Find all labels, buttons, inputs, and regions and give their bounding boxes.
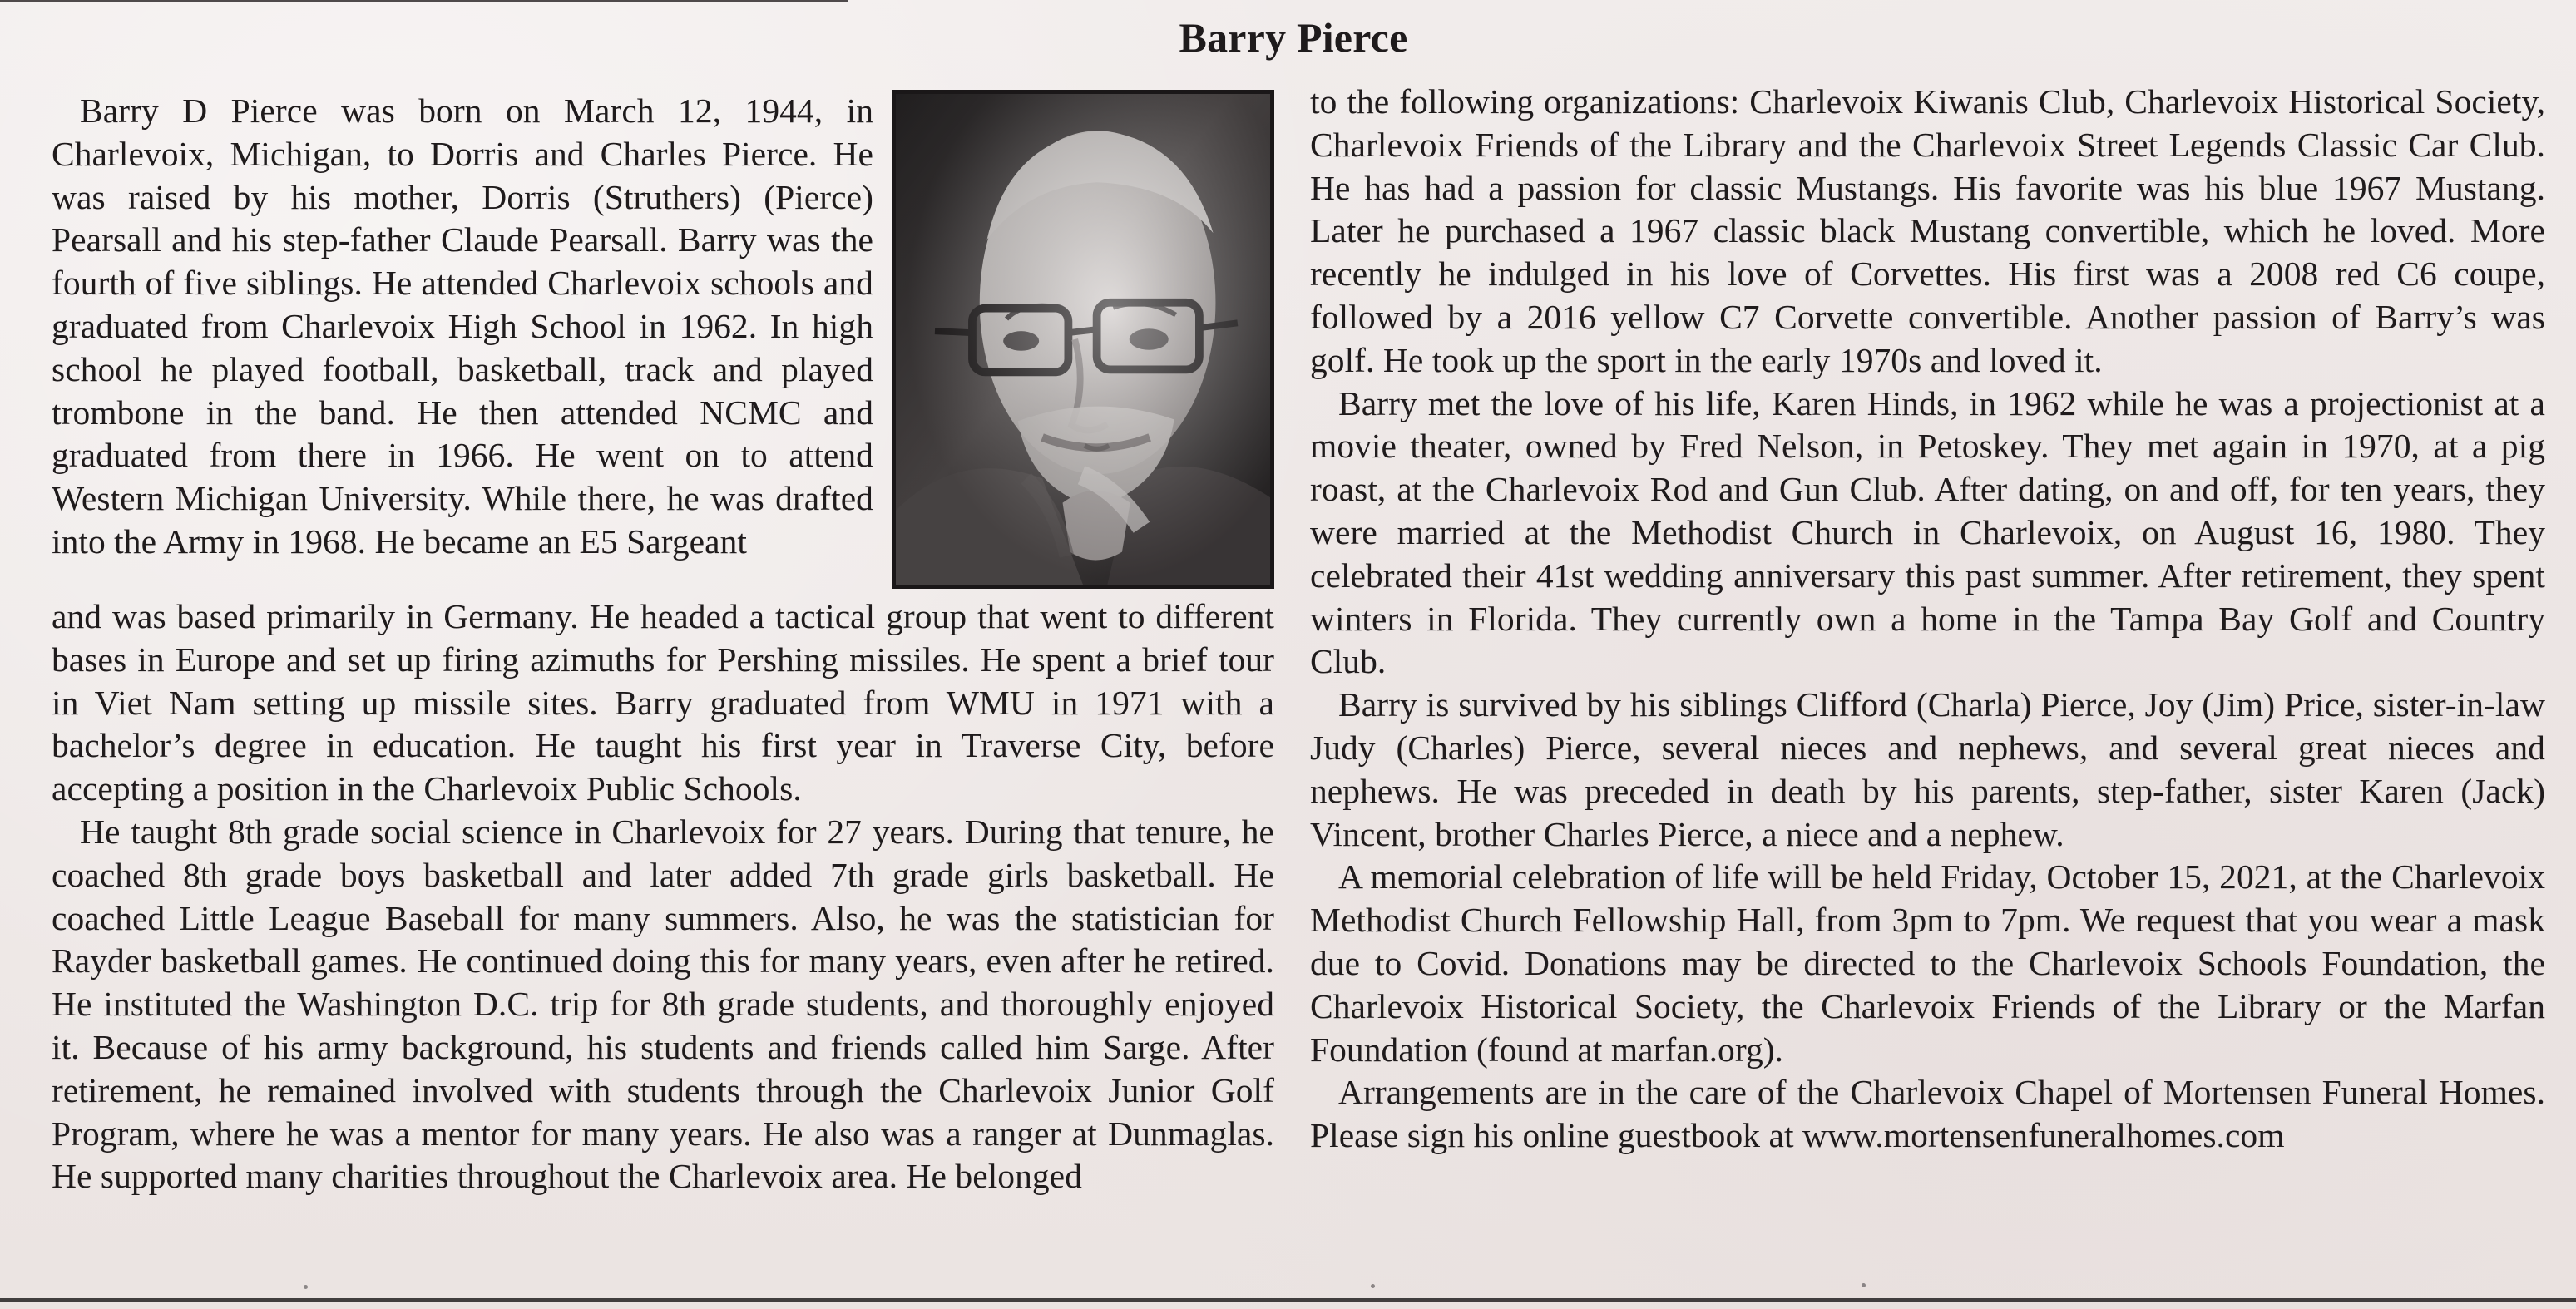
portrait-image (896, 94, 1270, 585)
top-rule (0, 0, 848, 2)
print-speck (304, 1285, 308, 1289)
right-text-column (1310, 81, 2545, 1158)
left-wrapped-paragraph-1: Barry D Pierce was born on March 12, 1944, in Charlevoix, Michigan, to Dorris and Charles Pierce. He was raised by his mother, Dorris (Struthers) (Pierce) Pearsall and his step-father Claude Pearsall. Barry was the fourth of five siblings. He attended Charlevoix schools and graduated from Charlevoix High School in 1962. In high school he played football, basketball, track and played trombone in the band. He then attended NCMC and graduated from there in 1966. He went on to attend Western Michigan University. While there, he was drafted into the Army in 1968. He became an E5 Sargeant (52, 91, 873, 561)
right-paragraph-2: Barry met the love of his life, Karen Hinds, in 1962 while he was a projectionist at a movie theater, owned by Fred Nelson, in Petoskey. They met again in 1970, at a pig roast, at the Charlevoix Rod and Gun Club. After dating, on and off, for ten years, they were married at the Methodist Church in Charlevoix, on August 16, 1980. They celebrated their 41st wedding anniversary this past summer. After retirement, they spent winters in Florida. They currently own a home in the Tampa Bay Golf and Country Club. (1310, 383, 2545, 681)
right-paragraph-5: Arrangements are in the care of the Charlevoix Chapel of Mortensen Funeral Homes. Please sign his online guestbook at www.mortensenfuneralhomes.com (1310, 1073, 2545, 1155)
left-lower-text-block (52, 595, 1274, 1198)
right-paragraph-4: A memorial celebration of life will be held Friday, October 15, 2021, at the Charlevoix Methodist Church Fellowship Hall, from 3pm to 7pm. We request that you wear a mask due to Covid. Donations may be directed to the Charlevoix Schools Foundation, the Charlevoix Historical Society, the Charlevoix Friends of the Library or the Marfan Foundation (found at marfan.org). (1310, 857, 2545, 1069)
portrait-photo (892, 90, 1274, 589)
right-paragraph-1: to the following organizations: Charlevoix Kiwanis Club, Charlevoix Historical Society, Charlevoix Friends of the Library and the Charlevoix Street Legends Classic Car Club. He has had a passion for classic Mustangs. His favorite was his blue 1967 Mustang. Later he purchased a 1967 classic black Mustang convertible, which he loved. More recently he indulged in his love of Corvettes. His first was a 2008 red C6 coupe, followed by a 2016 yellow C7 Corvette convertible. Another passion of Barry’s was golf. He took up the sport in the early 1970s and loved it. (1310, 82, 2545, 379)
bottom-rule (0, 1298, 2576, 1302)
left-wrapped-text-block (52, 90, 873, 564)
print-speck (1371, 1284, 1375, 1288)
right-paragraph-3: Barry is survived by his siblings Clifford (Charla) Pierce, Joy (Jim) Price, sister-in-law Judy (Charles) Pierce, several nieces and nephews, and several great nieces and nephews. He was preceded in death by his parents, step-father, sister Karen (Jack) Vincent, brother Charles Pierce, a niece and a nephew. (1310, 685, 2545, 853)
print-speck (1862, 1283, 1866, 1287)
left-lower-paragraph-1: and was based primarily in Germany. He headed a tactical group that went to different bases in Europe and set up firing azimuths for Pershing missiles. He spent a brief tour in Viet Nam setting up missile sites. Barry graduated from WMU in 1971 with a bachelor’s degree in education. He taught his first year in Traverse City, before accepting a position in the Charlevoix Public Schools. (52, 597, 1274, 808)
left-lower-paragraph-2: He taught 8th grade social science in Charlevoix for 27 years. During that tenure, he coached 8th grade boys basketball and later added 7th grade girls basketball. He coached Little League Baseball for many summers. Also, he was the statistician for Rayder basketball games. He continued doing this for many years, even after he retired. He instituted the Washington D.C. trip for 8th grade students, and thoroughly enjoyed it. Because of his army background, his students and friends called him Sarge. After retirement, he remained involved with students through the Charlevoix Junior Golf Program, where he was a mentor for many years. He also was a ranger at Dunmaglas. He supported many charities throughout the Charlevoix area. He belonged (52, 812, 1274, 1196)
obituary-headline: Barry Pierce (1179, 14, 1408, 61)
